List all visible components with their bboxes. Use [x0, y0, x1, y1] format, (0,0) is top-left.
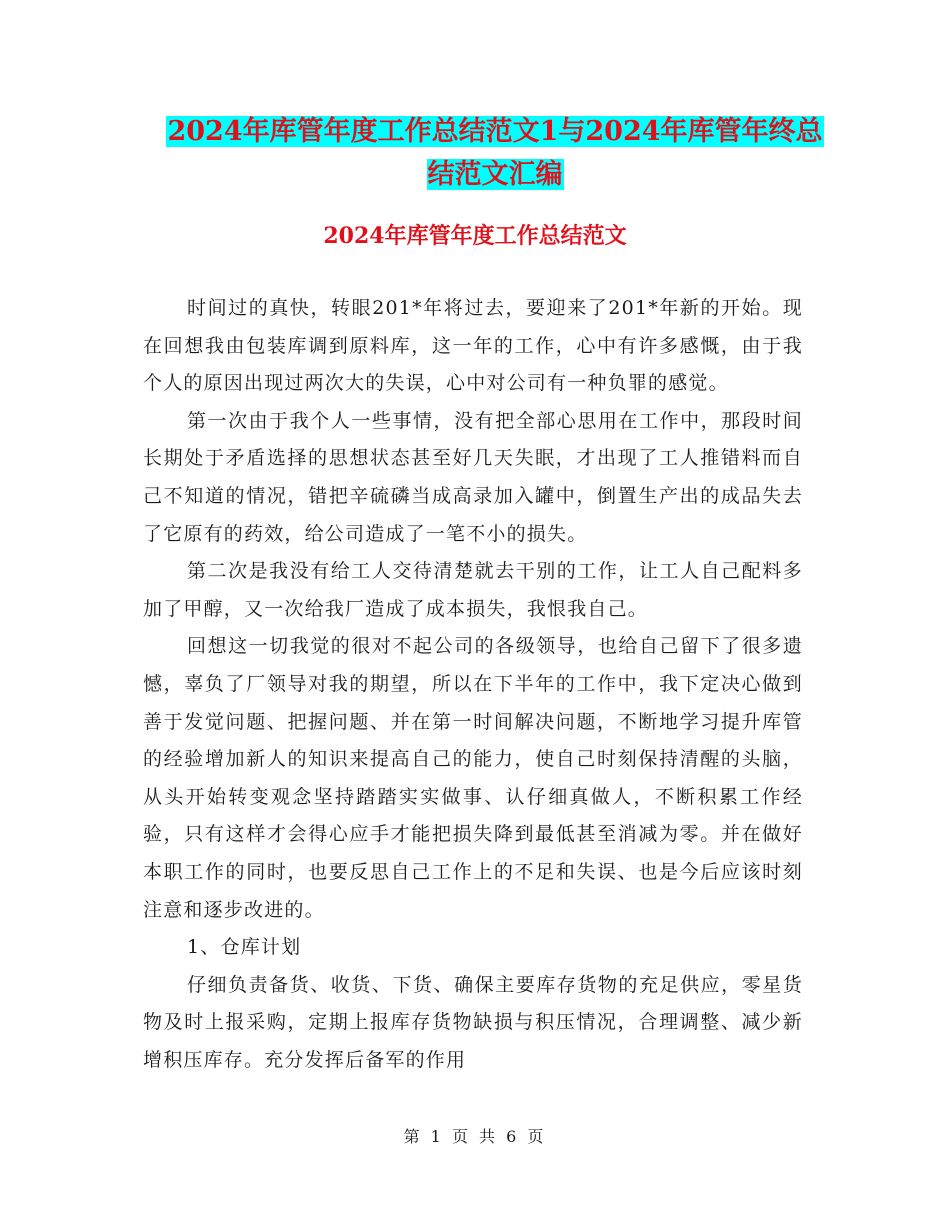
- list-heading: 1、仓库计划: [187, 936, 302, 959]
- paragraph: 仔细负责备货、收货、下货、确保主要库存货物的充足供应，零星货物及时上报采购，定期上报库存货物缺损与积压情况，合理调整、减少新增积压库存。充分发挥后备军的作用: [143, 973, 803, 1071]
- paragraph: 第一次由于我个人一些事情，没有把全部心思用在工作中，那段时间长期处于矛盾选择的思想状态甚至好几天失眠，才出现了工人推错料而自己不知道的情况，错把辛硫磷当成高录加入罐中，倒置生产出的成品失去了它原有的药效，给公司造成了一笔不小的损失。: [143, 409, 803, 545]
- page-footer: 第 1 页 共 6 页: [403, 1127, 547, 1146]
- paragraph: 回想这一切我觉的很对不起公司的各级领导，也给自己留下了很多遗憾，辜负了厂领导对我的期望，所以在下半年的工作中，我下定决心做到善于发觉问题、把握问题、并在第一时间解决问题，不断地学习提升库管的经验增加新人的知识来提高自己的能力，使自己时刻保持清醒的头脑，从头开始转变观念坚持踏踏实实做事、认仔细真做人，不断积累工作经验，只有这样才会得心应手才能把损失降到最低甚至消减为零。并在做好本职工作的同时，也要反思自己工作上的不足和失误、也是今后应该时刻注意和逐步改进的。: [143, 635, 803, 921]
- paragraph: 时间过的真快，转眼201*年将过去，要迎来了201*年新的开始。现在回想我由包装库调到原料库，这一年的工作，心中有许多感慨，由于我个人的原因出现过两次大的失误，心中对公司有一种负罪的感觉。: [143, 297, 803, 395]
- document-title: [140, 110, 850, 196]
- body-text: [143, 290, 803, 1079]
- document-title-line-1: 2024年库管年度工作总结范文1与2024年库管年终总: [167, 116, 823, 147]
- document-title-line-2: 结范文汇编: [427, 159, 563, 190]
- paragraph: 第二次是我没有给工人交待清楚就去干别的工作，让工人自己配料多加了甲醇，又一次给我厂造成了成本损失，我恨我自己。: [143, 560, 803, 620]
- section-title: 2024年库管年度工作总结范文: [323, 223, 627, 249]
